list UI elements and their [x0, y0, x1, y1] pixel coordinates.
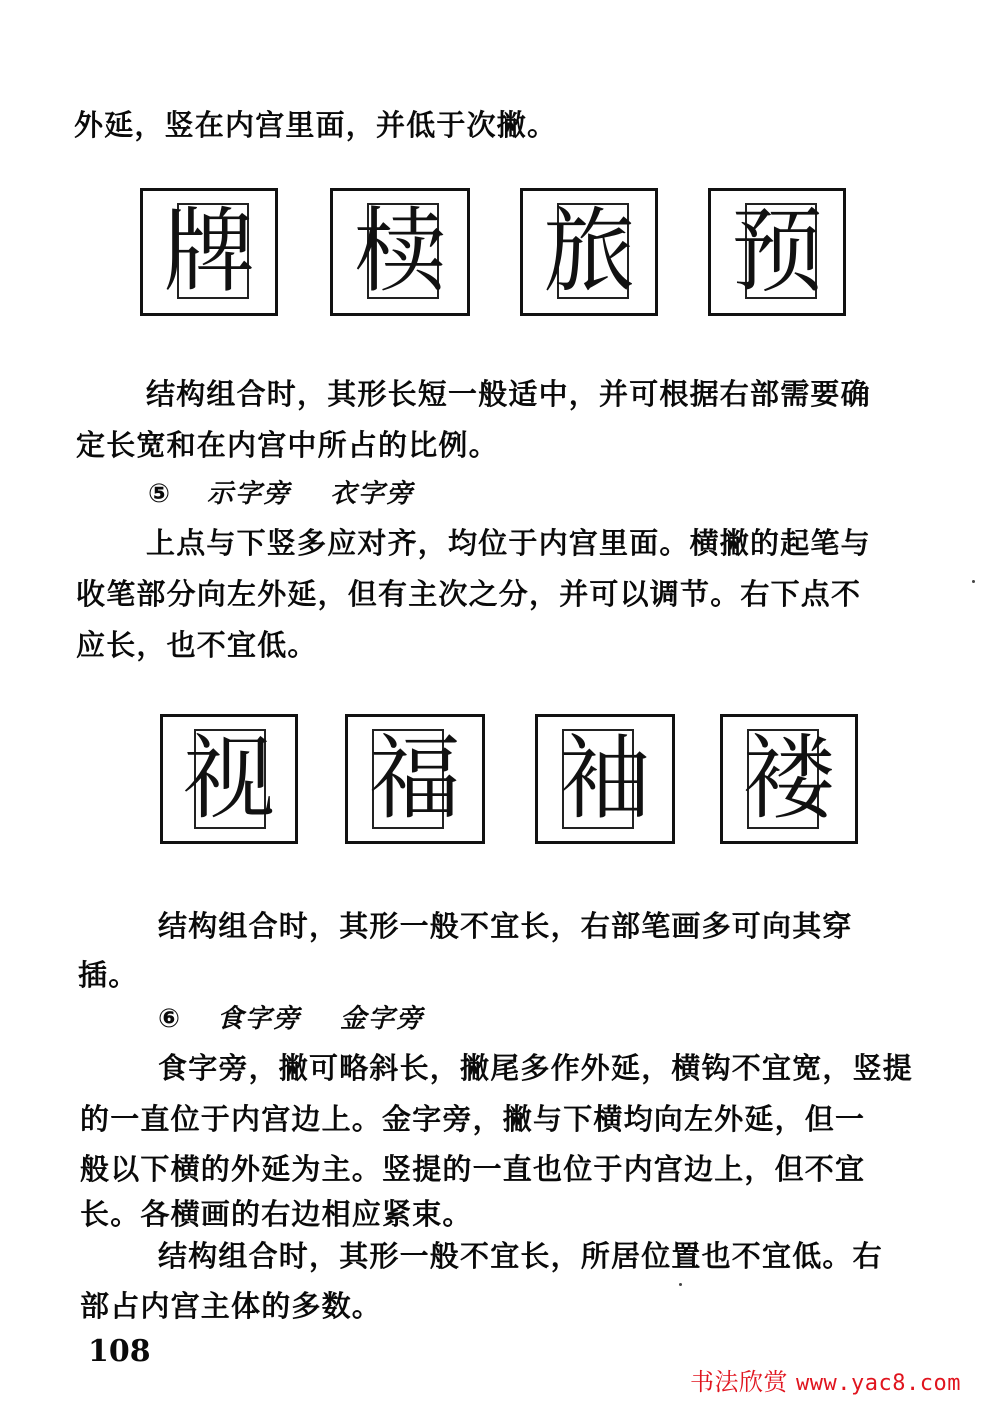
character-glyph: 福 — [368, 725, 461, 832]
watermark-url: www.yac8.com — [796, 1371, 961, 1396]
character-box — [720, 714, 858, 844]
character-glyph: 视 — [182, 725, 275, 832]
text-line: 结构组合时，其形长短一般适中，并可根据右部需要确 — [146, 377, 871, 411]
watermark — [690, 1362, 961, 1397]
text-line: 外延，竖在内宫里面，并低于次撇。 — [74, 108, 558, 142]
radical-name: 衣字旁 — [330, 479, 415, 509]
character-glyph: 椟 — [353, 198, 446, 305]
scan-speck — [679, 1283, 682, 1286]
radical-name: 金字旁 — [340, 1004, 425, 1034]
section-heading-5 — [148, 477, 444, 511]
text-line: 应长，也不宜低。 — [76, 628, 318, 662]
character-box — [160, 714, 298, 844]
text-line: 定长宽和在内宫中所占的比例。 — [76, 428, 499, 462]
text-line: 部占内宫主体的多数。 — [80, 1289, 383, 1323]
character-box — [140, 188, 278, 316]
text-line: 般以下横的外延为主。竖提的一直也位于内宫边上，但不宜 — [80, 1152, 866, 1186]
character-glyph: 袖 — [558, 725, 651, 832]
character-box — [535, 714, 675, 844]
radical-name: 示字旁 — [207, 479, 292, 509]
section-number: ⑥ — [158, 1004, 181, 1034]
character-box — [520, 188, 658, 316]
character-glyph: 褛 — [742, 725, 835, 832]
character-box — [708, 188, 846, 316]
scan-speck — [972, 580, 975, 583]
text-line: 收笔部分向左外延，但有主次之分，并可以调节。右下点不 — [76, 577, 862, 611]
section-number: ⑤ — [148, 479, 171, 509]
text-line: 长。各横画的右边相应紧束。 — [80, 1197, 473, 1231]
text-line: 上点与下竖多应对齐，均位于内宫里面。横撇的起笔与 — [146, 526, 871, 560]
radical-name: 食字旁 — [217, 1004, 302, 1034]
text-line: 插。 — [78, 958, 139, 992]
character-box — [330, 188, 470, 316]
watermark-text: 书法欣赏 — [690, 1368, 788, 1396]
text-line: 的一直位于内宫边上。金字旁，撇与下横均向左外延，但一 — [80, 1102, 866, 1136]
text-line: 结构组合时，其形一般不宜长，所居位置也不宜低。右 — [158, 1239, 883, 1273]
text-line: 食字旁，撇可略斜长，撇尾多作外延，横钩不宜宽，竖提 — [158, 1051, 914, 1085]
character-glyph: 牌 — [162, 198, 255, 305]
section-heading-6 — [158, 1002, 454, 1036]
character-glyph: 旅 — [542, 198, 635, 305]
text-line: 结构组合时，其形一般不宜长，右部笔画多可向其穿 — [158, 909, 853, 943]
character-box — [345, 714, 485, 844]
page-number: 108 — [88, 1334, 151, 1369]
character-glyph: 预 — [730, 198, 823, 305]
